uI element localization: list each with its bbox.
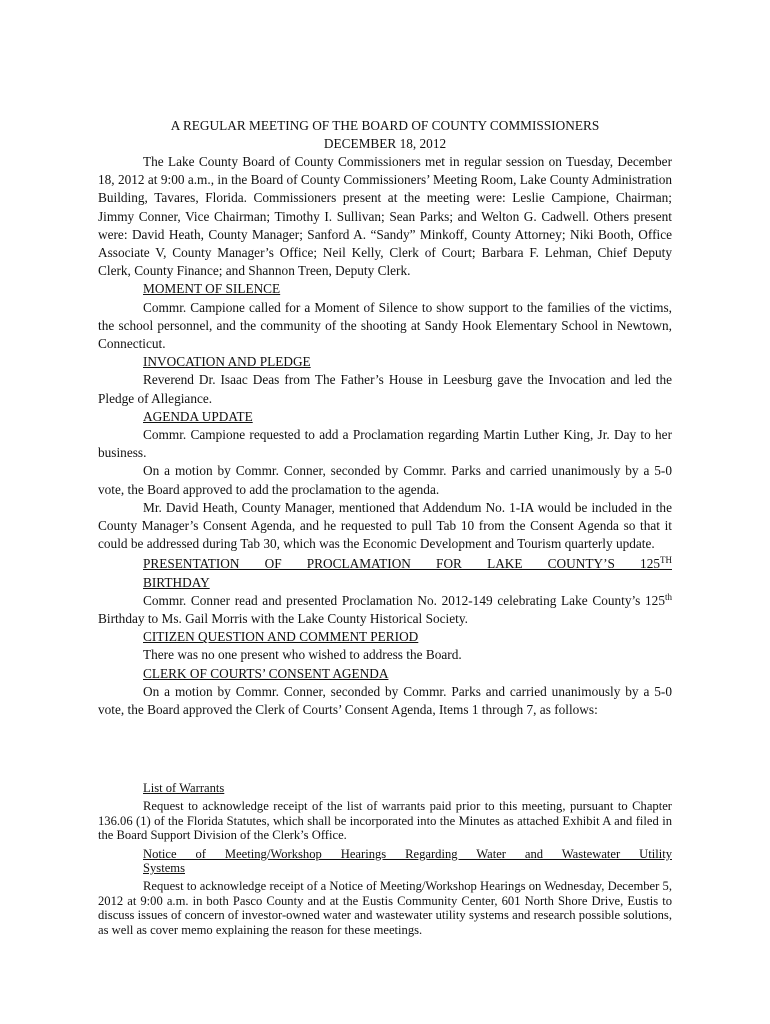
- agenda-paragraph-1: Commr. Campione requested to add a Proclamation regarding Martin Luther King, Jr. Day to her business.: [98, 427, 672, 461]
- item-heading-warrants: List of Warrants: [143, 781, 225, 795]
- invocation-paragraph: Reverend Dr. Isaac Deas from The Father’s House in Leesburg gave the Invocation and led the Pledge of Allegiance.: [98, 372, 672, 406]
- item-heading-notice: Notice of Meeting/Workshop Hearings Regarding Water and Wastewater Utility: [143, 846, 672, 861]
- proclamation-heading-sup: TH: [660, 555, 672, 566]
- consent-items: [98, 781, 672, 937]
- citizen-paragraph: There was no one present who wished to address the Board.: [143, 647, 462, 663]
- section-heading-agenda: AGENDA UPDATE: [143, 408, 253, 424]
- meeting-title: A REGULAR MEETING OF THE BOARD OF COUNTY COMMISSIONERS: [170, 118, 600, 133]
- item-heading-notice-cont: Systems: [143, 861, 185, 876]
- clerk-paragraph: On a motion by Commr. Conner, seconded by Commr. Parks and carried unanimously by a 5-0 vote, the Board approved the Clerk of Courts’ Consent Agenda, Items 1 through 7, as follows:: [98, 683, 672, 718]
- warrants-paragraph: Request to acknowledge receipt of the list of warrants paid prior to this meeting, pursuant to Chapter 136.06 (1) of the Florida Statutes, which shall be incorporated into the Minutes as attached Exhibit A and filed in the Board Support Division of the Clerk’s Office.: [98, 799, 672, 843]
- notice-paragraph: Request to acknowledge receipt of a Notice of Meeting/Workshop Hearings on Wednesday, December 5, 2012 at 9:00 a.m. in both Pasco County and at the Eustis Community Center, 601 North Shore Drive, Eustis to discuss issues of concern of investor-owned water and wastewater utility systems and research possible solutions, as well as cover memo explaining the reason for these meetings.: [98, 879, 672, 937]
- section-heading-citizen: CITIZEN QUESTION AND COMMENT PERIOD: [143, 629, 419, 645]
- section-heading-silence: MOMENT OF SILENCE: [143, 281, 281, 297]
- section-heading-invocation: INVOCATION AND PLEDGE: [143, 354, 311, 370]
- proclamation-heading-text: PRESENTATION OF PROCLAMATION FOR LAKE COUNTY’S 125: [143, 556, 660, 572]
- agenda-paragraph-3: Mr. David Heath, County Manager, mentioned that Addendum No. 1-IA would be included in the County Manager’s Consent Agenda, and he requested to pull Tab 10 from the Consent Agenda so that it could be addressed during Tab 30, which was the Economic Development and Tourism quarterly update.: [98, 499, 672, 552]
- section-heading-proclamation-cont: BIRTHDAY: [143, 574, 210, 590]
- proclamation-paragraph: [98, 592, 672, 628]
- silence-paragraph: Commr. Campione called for a Moment of Silence to show support to the families of the victims, the school personnel, and the community of the shooting at Sandy Hook Elementary School in Newtown, Connecticut.: [98, 299, 672, 352]
- agenda-paragraph-2: On a motion by Commr. Conner, seconded by Commr. Parks and carried unanimously by a 5-0 vote, the Board approved to add the proclamation to the agenda.: [98, 463, 672, 497]
- section-heading-proclamation: [98, 555, 672, 573]
- intro-paragraph: The Lake County Board of County Commissioners met in regular session on Tuesday, December 18, 2012 at 9:00 a.m., in the Board of County Commissioners’ Meeting Room, Lake County Administration Building, Tavares, Florida. Commissioners present at the meeting were: Leslie Campione, Chairman; Jimmy Conner, Vice Chairman; Timothy I. Sullivan; Sean Parks; and Welton G. Cadwell. Others present were: David Heath, County Manager; Sanford A. “Sandy” Minkoff, County Attorney; Niki Booth, Office Associate V, County Manager’s Office; Neil Kelly, Clerk of Court; Barbara F. Lehman, Chief Deputy Clerk, County Finance; and Shannon Treen, Deputy Clerk.: [98, 154, 672, 279]
- proclamation-text-b: Birthday to Ms. Gail Morris with the Lake County Historical Society.: [98, 611, 468, 627]
- proclamation-text-sup: th: [664, 591, 672, 602]
- section-heading-clerk: CLERK OF COURTS’ CONSENT AGENDA: [143, 665, 389, 681]
- meeting-date: DECEMBER 18, 2012: [323, 136, 447, 151]
- minutes-body: [98, 153, 672, 719]
- proclamation-text-a: Commr. Conner read and presented Proclamation No. 2012-149 celebrating Lake County’s 125: [143, 592, 665, 608]
